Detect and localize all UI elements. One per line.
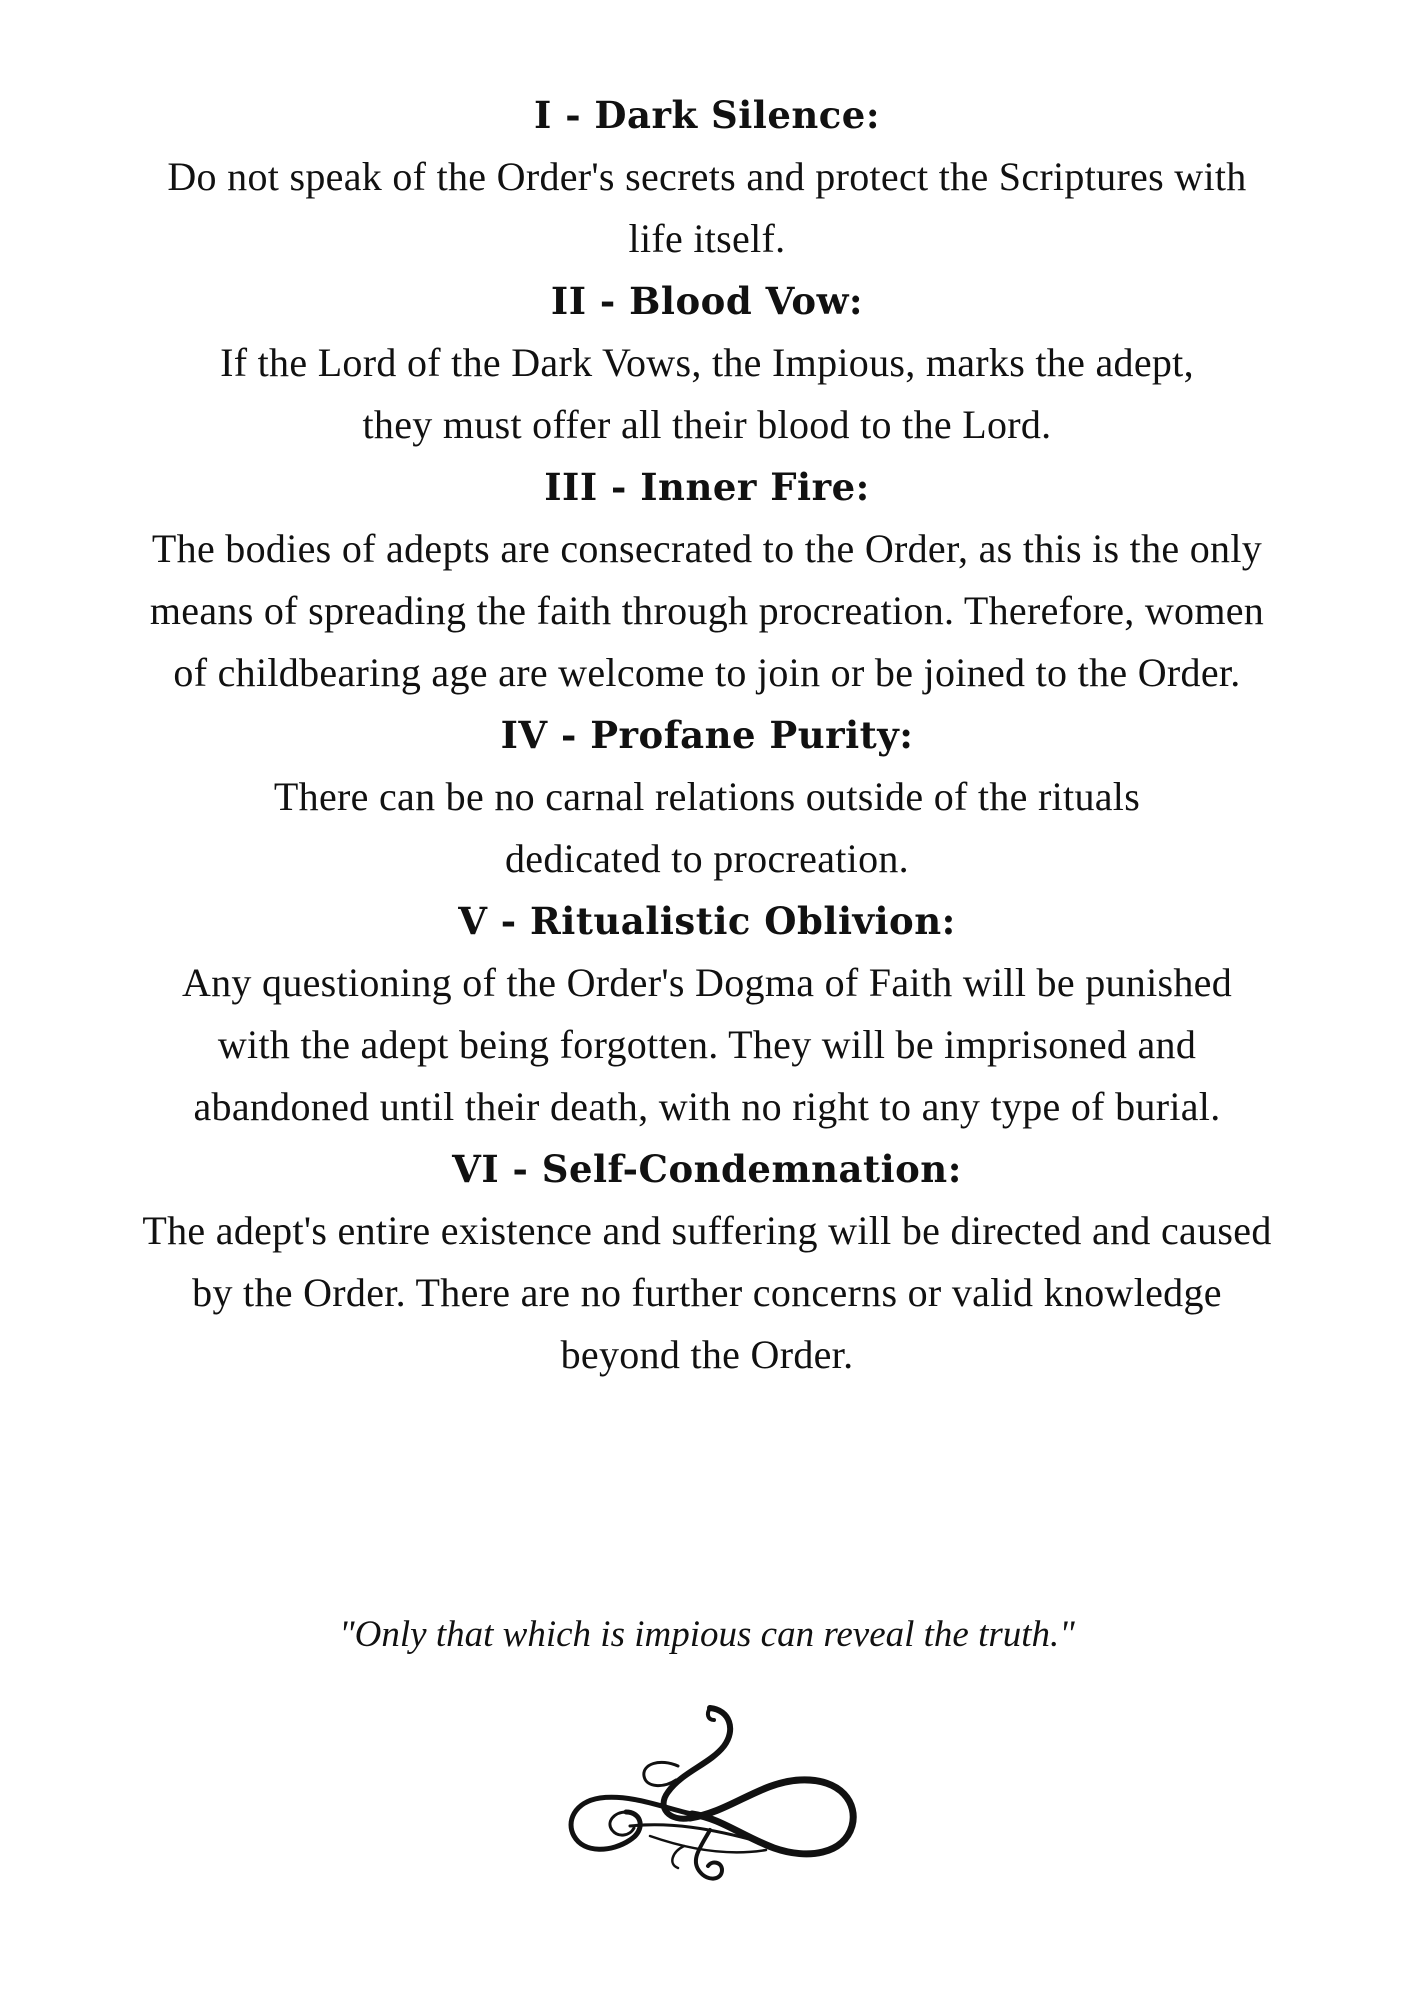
rule-6-heading: VI - Self-Condemnation: bbox=[452, 1147, 962, 1191]
rule-4-body: There can be no carnal relations outside of the rituals dedicated to procreation. bbox=[273, 774, 1141, 881]
rule-1-body: Do not speak of the Order's secrets and protect the Scriptures with life itself. bbox=[167, 154, 1247, 261]
rule-5 bbox=[130, 890, 1284, 1138]
flourish-ornament-icon bbox=[560, 1700, 860, 1890]
rule-1-heading: I - Dark Silence: bbox=[534, 93, 880, 137]
rule-4-heading: IV - Profane Purity: bbox=[500, 713, 914, 757]
rule-3-body: The bodies of adepts are consecrated to the Order, as this is the only means of spreading the faith through procreation. Therefore, women of childbearing age are welcome to join or be joined to the Order. bbox=[149, 526, 1265, 695]
rule-3-heading: III - Inner Fire: bbox=[544, 465, 870, 509]
rule-2 bbox=[130, 270, 1284, 456]
rule-5-body: Any questioning of the Order's Dogma of Faith will be punished with the adept being forgotten. They will be imprisoned and abandoned until their death, with no right to any type of burial. bbox=[181, 960, 1233, 1129]
rule-6 bbox=[130, 1138, 1284, 1386]
rule-2-body: If the Lord of the Dark Vows, the Impious, marks the adept, they must offer all their blood to the Lord. bbox=[220, 340, 1194, 447]
rule-4 bbox=[130, 704, 1284, 890]
closing-quote: "Only that which is impious can reveal the truth." bbox=[339, 1614, 1075, 1655]
rule-1 bbox=[130, 84, 1284, 270]
rules-list bbox=[130, 84, 1284, 1386]
rule-2-heading: II - Blood Vow: bbox=[550, 279, 864, 323]
rule-5-heading: V - Ritualistic Oblivion: bbox=[458, 899, 956, 943]
rule-6-body: The adept's entire existence and suffering will be directed and caused by the Order. There are no further concerns or valid knowledge beyond the Order. bbox=[142, 1208, 1272, 1377]
rule-3 bbox=[130, 456, 1284, 704]
